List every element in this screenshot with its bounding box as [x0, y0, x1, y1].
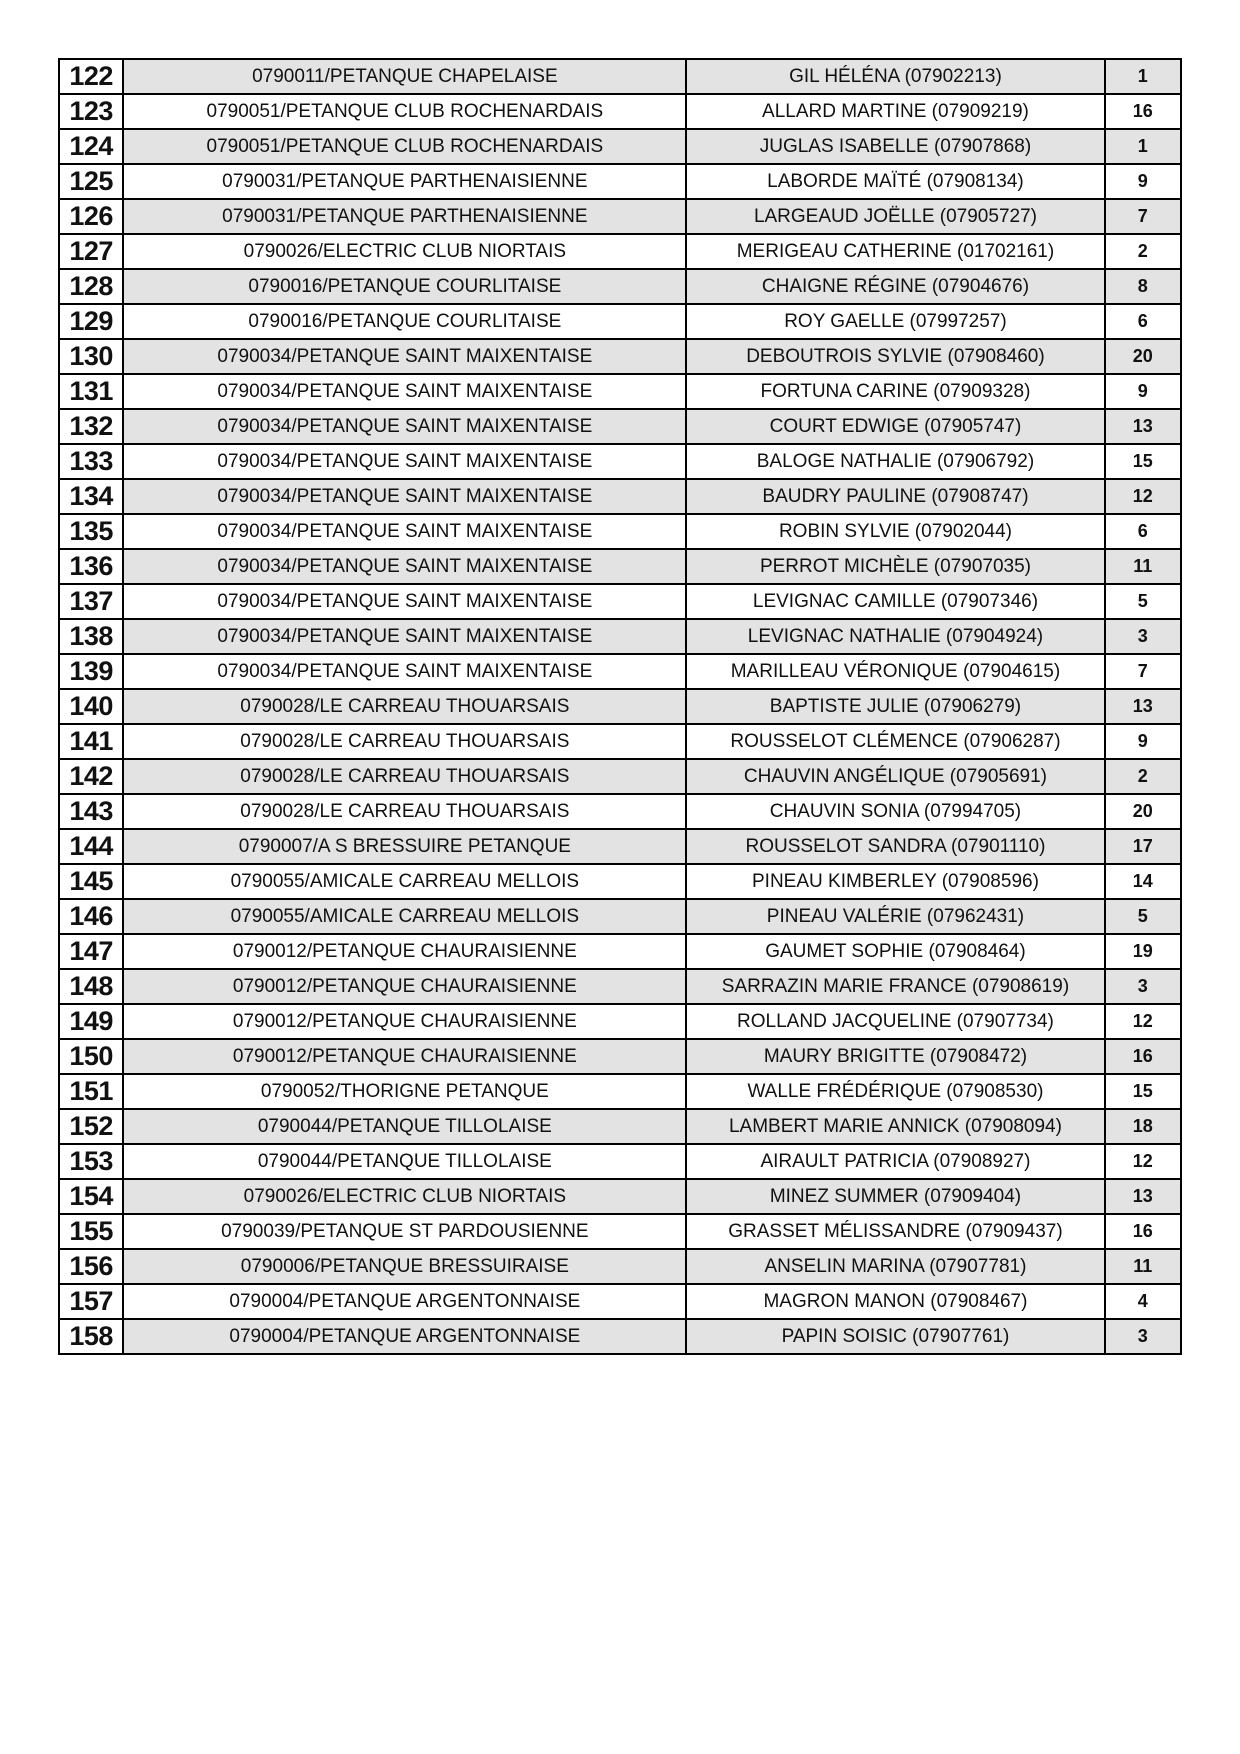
player-cell: CHAUVIN ANGÉLIQUE (07905691): [686, 759, 1104, 794]
club-cell: 0790034/PETANQUE SAINT MAIXENTAISE: [123, 409, 686, 444]
score-cell: 6: [1105, 514, 1181, 549]
table-row: [59, 689, 1181, 724]
score-cell: 1: [1105, 59, 1181, 94]
table-row: [59, 549, 1181, 584]
club-cell: 0790028/LE CARREAU THOUARSAIS: [123, 794, 686, 829]
row-number-cell: 145: [59, 864, 123, 899]
row-number-cell: 129: [59, 304, 123, 339]
table-row: [59, 514, 1181, 549]
score-cell: 16: [1105, 1039, 1181, 1074]
table-row: [59, 129, 1181, 164]
row-number-cell: 127: [59, 234, 123, 269]
club-cell: 0790004/PETANQUE ARGENTONNAISE: [123, 1319, 686, 1354]
score-cell: 13: [1105, 1179, 1181, 1214]
row-number-cell: 153: [59, 1144, 123, 1179]
player-cell: ROLLAND JACQUELINE (07907734): [686, 1004, 1104, 1039]
ranking-table: [58, 58, 1182, 1355]
club-cell: 0790034/PETANQUE SAINT MAIXENTAISE: [123, 584, 686, 619]
score-cell: 8: [1105, 269, 1181, 304]
row-number-cell: 143: [59, 794, 123, 829]
table-row: [59, 759, 1181, 794]
player-cell: BAPTISTE JULIE (07906279): [686, 689, 1104, 724]
club-cell: 0790034/PETANQUE SAINT MAIXENTAISE: [123, 654, 686, 689]
player-cell: BAUDRY PAULINE (07908747): [686, 479, 1104, 514]
score-cell: 5: [1105, 899, 1181, 934]
player-cell: LEVIGNAC NATHALIE (07904924): [686, 619, 1104, 654]
table-row: [59, 444, 1181, 479]
club-cell: 0790034/PETANQUE SAINT MAIXENTAISE: [123, 374, 686, 409]
row-number-cell: 133: [59, 444, 123, 479]
club-cell: 0790044/PETANQUE TILLOLAISE: [123, 1144, 686, 1179]
club-cell: 0790012/PETANQUE CHAURAISIENNE: [123, 934, 686, 969]
row-number-cell: 156: [59, 1249, 123, 1284]
row-number-cell: 126: [59, 199, 123, 234]
player-cell: MERIGEAU CATHERINE (01702161): [686, 234, 1104, 269]
row-number-cell: 150: [59, 1039, 123, 1074]
row-number-cell: 154: [59, 1179, 123, 1214]
table-row: [59, 339, 1181, 374]
table-row: [59, 829, 1181, 864]
player-cell: WALLE FRÉDÉRIQUE (07908530): [686, 1074, 1104, 1109]
player-cell: FORTUNA CARINE (07909328): [686, 374, 1104, 409]
club-cell: 0790031/PETANQUE PARTHENAISIENNE: [123, 199, 686, 234]
player-cell: ANSELIN MARINA (07907781): [686, 1249, 1104, 1284]
club-cell: 0790007/A S BRESSUIRE PETANQUE: [123, 829, 686, 864]
player-cell: MARILLEAU VÉRONIQUE (07904615): [686, 654, 1104, 689]
club-cell: 0790012/PETANQUE CHAURAISIENNE: [123, 1039, 686, 1074]
row-number-cell: 128: [59, 269, 123, 304]
table-row: [59, 1039, 1181, 1074]
player-cell: PAPIN SOISIC (07907761): [686, 1319, 1104, 1354]
club-cell: 0790012/PETANQUE CHAURAISIENNE: [123, 969, 686, 1004]
table-row: [59, 934, 1181, 969]
table-row: [59, 584, 1181, 619]
score-cell: 7: [1105, 199, 1181, 234]
player-cell: GIL HÉLÉNA (07902213): [686, 59, 1104, 94]
club-cell: 0790006/PETANQUE BRESSUIRAISE: [123, 1249, 686, 1284]
score-cell: 7: [1105, 654, 1181, 689]
score-cell: 11: [1105, 549, 1181, 584]
score-cell: 20: [1105, 339, 1181, 374]
row-number-cell: 140: [59, 689, 123, 724]
player-cell: ROY GAELLE (07997257): [686, 304, 1104, 339]
club-cell: 0790039/PETANQUE ST PARDOUSIENNE: [123, 1214, 686, 1249]
row-number-cell: 142: [59, 759, 123, 794]
player-cell: LEVIGNAC CAMILLE (07907346): [686, 584, 1104, 619]
player-cell: SARRAZIN MARIE FRANCE (07908619): [686, 969, 1104, 1004]
player-cell: ROUSSELOT CLÉMENCE (07906287): [686, 724, 1104, 759]
club-cell: 0790052/THORIGNE PETANQUE: [123, 1074, 686, 1109]
table-row: [59, 1249, 1181, 1284]
player-cell: LAMBERT MARIE ANNICK (07908094): [686, 1109, 1104, 1144]
table-row: [59, 1179, 1181, 1214]
score-cell: 18: [1105, 1109, 1181, 1144]
player-cell: GRASSET MÉLISSANDRE (07909437): [686, 1214, 1104, 1249]
table-row: [59, 864, 1181, 899]
row-number-cell: 125: [59, 164, 123, 199]
score-cell: 12: [1105, 1004, 1181, 1039]
club-cell: 0790034/PETANQUE SAINT MAIXENTAISE: [123, 339, 686, 374]
club-cell: 0790051/PETANQUE CLUB ROCHENARDAIS: [123, 129, 686, 164]
player-cell: LABORDE MAÏTÉ (07908134): [686, 164, 1104, 199]
row-number-cell: 124: [59, 129, 123, 164]
row-number-cell: 146: [59, 899, 123, 934]
player-cell: MAURY BRIGITTE (07908472): [686, 1039, 1104, 1074]
score-cell: 13: [1105, 409, 1181, 444]
club-cell: 0790026/ELECTRIC CLUB NIORTAIS: [123, 1179, 686, 1214]
score-cell: 1: [1105, 129, 1181, 164]
table-row: [59, 1284, 1181, 1319]
club-cell: 0790055/AMICALE CARREAU MELLOIS: [123, 864, 686, 899]
table-row: [59, 94, 1181, 129]
player-cell: GAUMET SOPHIE (07908464): [686, 934, 1104, 969]
table-row: [59, 409, 1181, 444]
row-number-cell: 144: [59, 829, 123, 864]
table-row: [59, 1214, 1181, 1249]
row-number-cell: 138: [59, 619, 123, 654]
table-row: [59, 234, 1181, 269]
row-number-cell: 147: [59, 934, 123, 969]
row-number-cell: 141: [59, 724, 123, 759]
table-row: [59, 1004, 1181, 1039]
score-cell: 9: [1105, 164, 1181, 199]
table-row: [59, 969, 1181, 1004]
club-cell: 0790028/LE CARREAU THOUARSAIS: [123, 689, 686, 724]
club-cell: 0790011/PETANQUE CHAPELAISE: [123, 59, 686, 94]
score-cell: 3: [1105, 619, 1181, 654]
club-cell: 0790028/LE CARREAU THOUARSAIS: [123, 759, 686, 794]
player-cell: MAGRON MANON (07908467): [686, 1284, 1104, 1319]
club-cell: 0790034/PETANQUE SAINT MAIXENTAISE: [123, 549, 686, 584]
score-cell: 15: [1105, 1074, 1181, 1109]
table-row: [59, 654, 1181, 689]
score-cell: 4: [1105, 1284, 1181, 1319]
score-cell: 14: [1105, 864, 1181, 899]
club-cell: 0790016/PETANQUE COURLITAISE: [123, 304, 686, 339]
club-cell: 0790026/ELECTRIC CLUB NIORTAIS: [123, 234, 686, 269]
table-row: [59, 164, 1181, 199]
table-row: [59, 59, 1181, 94]
score-cell: 16: [1105, 94, 1181, 129]
score-cell: 19: [1105, 934, 1181, 969]
score-cell: 12: [1105, 1144, 1181, 1179]
club-cell: 0790034/PETANQUE SAINT MAIXENTAISE: [123, 479, 686, 514]
row-number-cell: 151: [59, 1074, 123, 1109]
table-row: [59, 1144, 1181, 1179]
table-row: [59, 1109, 1181, 1144]
score-cell: 2: [1105, 234, 1181, 269]
score-cell: 16: [1105, 1214, 1181, 1249]
table-row: [59, 619, 1181, 654]
score-cell: 3: [1105, 1319, 1181, 1354]
player-cell: BALOGE NATHALIE (07906792): [686, 444, 1104, 479]
score-cell: 12: [1105, 479, 1181, 514]
score-cell: 15: [1105, 444, 1181, 479]
club-cell: 0790034/PETANQUE SAINT MAIXENTAISE: [123, 619, 686, 654]
row-number-cell: 134: [59, 479, 123, 514]
score-cell: 13: [1105, 689, 1181, 724]
club-cell: 0790031/PETANQUE PARTHENAISIENNE: [123, 164, 686, 199]
score-cell: 5: [1105, 584, 1181, 619]
player-cell: ROBIN SYLVIE (07902044): [686, 514, 1104, 549]
player-cell: CHAUVIN SONIA (07994705): [686, 794, 1104, 829]
table-row: [59, 199, 1181, 234]
player-cell: PINEAU VALÉRIE (07962431): [686, 899, 1104, 934]
row-number-cell: 137: [59, 584, 123, 619]
table-row: [59, 1074, 1181, 1109]
player-cell: COURT EDWIGE (07905747): [686, 409, 1104, 444]
club-cell: 0790028/LE CARREAU THOUARSAIS: [123, 724, 686, 759]
row-number-cell: 158: [59, 1319, 123, 1354]
score-cell: 9: [1105, 724, 1181, 759]
score-cell: 2: [1105, 759, 1181, 794]
table-row: [59, 724, 1181, 759]
row-number-cell: 152: [59, 1109, 123, 1144]
club-cell: 0790016/PETANQUE COURLITAISE: [123, 269, 686, 304]
row-number-cell: 135: [59, 514, 123, 549]
player-cell: PINEAU KIMBERLEY (07908596): [686, 864, 1104, 899]
score-cell: 20: [1105, 794, 1181, 829]
row-number-cell: 136: [59, 549, 123, 584]
row-number-cell: 157: [59, 1284, 123, 1319]
row-number-cell: 123: [59, 94, 123, 129]
table-row: [59, 269, 1181, 304]
club-cell: 0790034/PETANQUE SAINT MAIXENTAISE: [123, 444, 686, 479]
player-cell: PERROT MICHÈLE (07907035): [686, 549, 1104, 584]
club-cell: 0790044/PETANQUE TILLOLAISE: [123, 1109, 686, 1144]
score-cell: 3: [1105, 969, 1181, 1004]
player-cell: ALLARD MARTINE (07909219): [686, 94, 1104, 129]
player-cell: LARGEAUD JOËLLE (07905727): [686, 199, 1104, 234]
row-number-cell: 130: [59, 339, 123, 374]
player-cell: CHAIGNE RÉGINE (07904676): [686, 269, 1104, 304]
score-cell: 17: [1105, 829, 1181, 864]
club-cell: 0790012/PETANQUE CHAURAISIENNE: [123, 1004, 686, 1039]
club-cell: 0790004/PETANQUE ARGENTONNAISE: [123, 1284, 686, 1319]
row-number-cell: 131: [59, 374, 123, 409]
table-row: [59, 374, 1181, 409]
ranking-table-body: [59, 59, 1181, 1354]
row-number-cell: 139: [59, 654, 123, 689]
club-cell: 0790055/AMICALE CARREAU MELLOIS: [123, 899, 686, 934]
table-row: [59, 899, 1181, 934]
club-cell: 0790034/PETANQUE SAINT MAIXENTAISE: [123, 514, 686, 549]
player-cell: ROUSSELOT SANDRA (07901110): [686, 829, 1104, 864]
club-cell: 0790051/PETANQUE CLUB ROCHENARDAIS: [123, 94, 686, 129]
player-cell: AIRAULT PATRICIA (07908927): [686, 1144, 1104, 1179]
score-cell: 6: [1105, 304, 1181, 339]
table-row: [59, 794, 1181, 829]
row-number-cell: 155: [59, 1214, 123, 1249]
row-number-cell: 148: [59, 969, 123, 1004]
table-row: [59, 304, 1181, 339]
player-cell: MINEZ SUMMER (07909404): [686, 1179, 1104, 1214]
score-cell: 9: [1105, 374, 1181, 409]
table-row: [59, 479, 1181, 514]
player-cell: JUGLAS ISABELLE (07907868): [686, 129, 1104, 164]
table-row: [59, 1319, 1181, 1354]
score-cell: 11: [1105, 1249, 1181, 1284]
player-cell: DEBOUTROIS SYLVIE (07908460): [686, 339, 1104, 374]
row-number-cell: 149: [59, 1004, 123, 1039]
row-number-cell: 122: [59, 59, 123, 94]
row-number-cell: 132: [59, 409, 123, 444]
